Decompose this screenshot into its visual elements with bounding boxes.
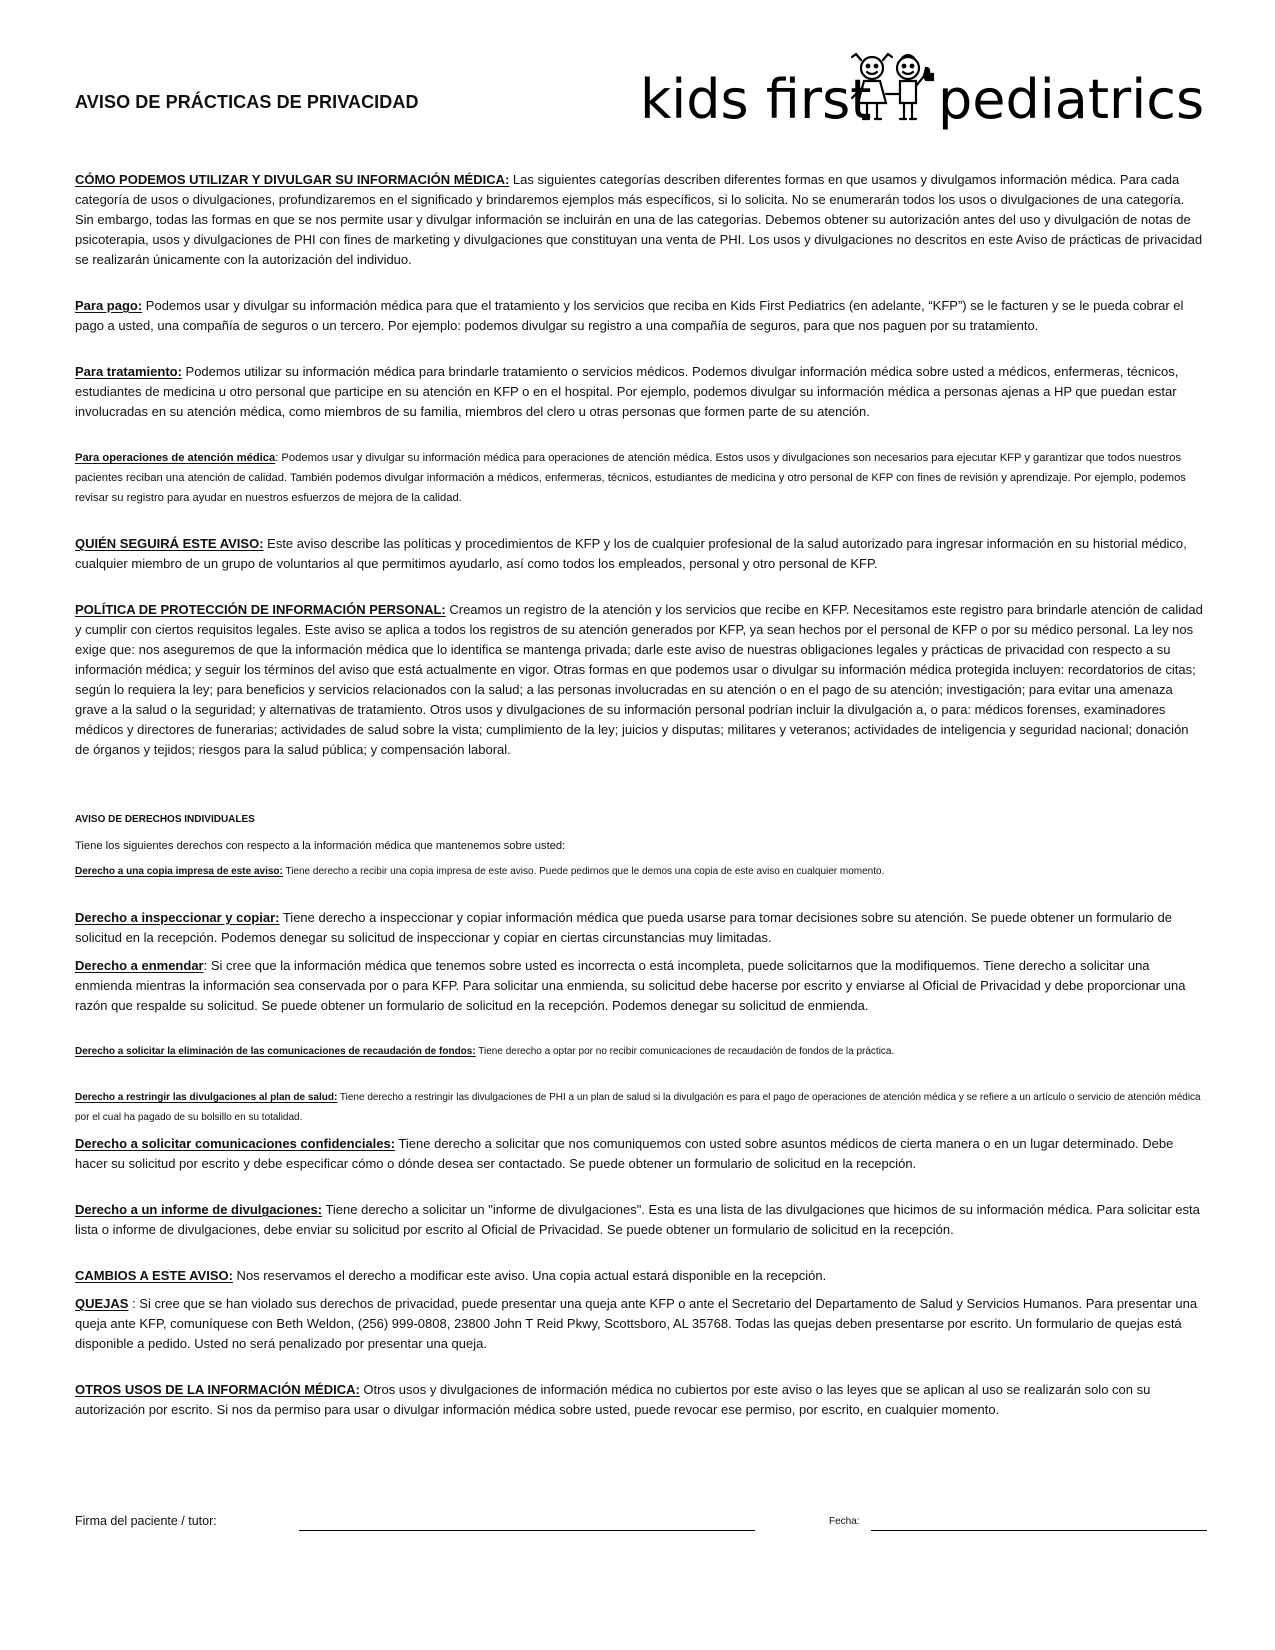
section-text: Podemos utilizar su información médica para brindarle tratamiento o servicios médicos. Podemos divulgar información médica sobre usted a médicos, enfermeras, técnicos, estudiantes de medicina u otro personal que participe en su atención en KFP o en el hospital. Por ejemplo, podemos divulgar su información médica a personas ajenas a HP que puedan estar involucradas en su atención médica, como miembros de su familia, miembros del clero u otras personas que formen parte de su atención. — [75, 364, 1179, 419]
section-lead: Derecho a solicitar comunicaciones confidenciales: — [75, 1136, 396, 1151]
section-lead: CAMBIOS A ESTE AVISO: — [75, 1268, 233, 1283]
section-quien-seguira — [75, 534, 1205, 574]
section-derecho-informe — [75, 1200, 1205, 1240]
section-lead: OTROS USOS DE LA INFORMACIÓN MÉDICA: — [75, 1382, 360, 1397]
section-lead: Derecho a solicitar la eliminación de las comunicaciones de recaudación de fondos: — [75, 1046, 476, 1057]
section-text: Las siguientes categorías describen diferentes formas en que usamos y divulgamos información médica. Para cada categoría de usos o divulgaciones, profundizaremos en el significado y brindaremos ejemplos más específicos, si lo solicita. No se enumerarán todos los usos o divulgaciones de una categoría. Sin embargo, todas las formas en que se nos permite usar y divulgar información se incluirán en una de las categorías. Debemos obtener su autorización antes del uso y divulgación de notas de psicoterapia, usos y divulgaciones de PHI con fines de marketing y divulgaciones que constituyan una venta de PHI. Los usos y divulgaciones no descritos en este Aviso de prácticas de privacidad se realizarán únicamente con la autorización del individuo. — [75, 172, 1203, 267]
section-lead: Derecho a restringir las divulgaciones al plan de salud: — [75, 1092, 338, 1103]
section-derecho-confidenciales — [75, 1134, 1205, 1174]
individual-rights-intro: Tiene los siguientes derechos con respecto a la información médica que mantenemos sobre usted: — [75, 840, 566, 852]
section-text: Tiene derecho a restringir las divulgaciones de PHI a un plan de salud si la divulgación es para el pago de operaciones de atención médica y se refiere a un artículo o servicio de atención médica por el cual ha pagado de su bolsillo en su totalidad. — [75, 1092, 1201, 1123]
section-lead: Para tratamiento: — [75, 364, 182, 379]
section-lead: Derecho a enmendar — [75, 958, 204, 973]
section-lead: Para pago: — [75, 298, 143, 313]
signature-label: Firma del paciente / tutor: — [75, 1514, 217, 1528]
signature-block — [75, 1512, 1205, 1542]
section-para-pago — [75, 296, 1205, 336]
signature-line[interactable] — [299, 1530, 755, 1531]
section-uso-divulgacion — [75, 170, 1205, 270]
individual-rights-heading: AVISO DE DERECHOS INDIVIDUALES — [75, 814, 255, 825]
section-text: : Si cree que se han violado sus derechos de privacidad, puede presentar una queja ante KFP o ante el Secretario del Departamento de Salud y Servicios Humanos. Para presentar una queja ante KFP, comuníquese con Beth Weldon, (256) 999-0808, 23800 John T Reid Pkwy, Scottsboro, AL 35768. Todas las quejas deben presentarse por escrito. Un formulario de quejas está disponible a pedido. Usted no será penalizado por presentar una queja. — [75, 1296, 1198, 1351]
section-quejas — [75, 1294, 1205, 1354]
section-text: Este aviso describe las políticas y procedimientos de KFP y los de cualquier profesional de la salud autorizado para ingresar información en su historial médico, cualquier miembro de un grupo de voluntarios al que permitimos ayudarlo, así como todos los empleados, personal y otro personal de KFP. — [75, 536, 1187, 571]
section-politica-proteccion — [75, 600, 1205, 760]
section-derecho-copia — [75, 862, 1205, 882]
section-text: Otros usos y divulgaciones de información médica no cubiertos por este aviso o las leyes que se aplican al uso se realizarán solo con su autorización por escrito. Si nos da permiso para usar o divulgar información médica sobre usted, puede revocar ese permiso, por escrito, en cualquier momento. — [75, 1382, 1151, 1417]
section-text: Tiene derecho a solicitar que nos comuniquemos con usted sobre asuntos médicos de cierta manera o en un lugar determinado. Debe hacer su solicitud por escrito y debe especificar cómo o dónde desea ser contactado. Se puede obtener un formulario de solicitud en la recepción. — [75, 1136, 1174, 1171]
notice-body — [75, 170, 1205, 1420]
section-text: : Si cree que la información médica que tenemos sobre usted es incorrecta o está incompleta, puede solicitarnos que la modifiquemos. Tiene derecho a solicitar una enmienda mientras la información sea conservada por o para KFP. Para solicitar una enmienda, su solicitud debe hacerse por escrito y enviarse al Oficial de Privacidad y debe proporcionar una razón que respalde su solicitud. Se puede obtener un formulario de solicitud en la recepción. Podemos denegar su solicitud de enmienda. — [75, 958, 1186, 1013]
section-para-operaciones — [75, 448, 1205, 508]
section-lead: QUEJAS — [75, 1296, 129, 1311]
date-line[interactable] — [871, 1530, 1207, 1531]
section-text: Tiene derecho a inspeccionar y copiar información médica que pueda usarse para tomar decisiones sobre su atención. Se puede obtener un formulario de solicitud en la recepción. Podemos denegar su solicitud de inspeccionar y copiar en ciertas circunstancias muy limitadas. — [75, 910, 1172, 945]
section-text: Creamos un registro de la atención y los servicios que recibe en KFP. Necesitamos este registro para brindarle atención de calidad y cumplir con ciertos requisitos legales. Este aviso se aplica a todos los registros de su atención generados por KFP, ya sean hechos por el personal de KFP o por su médico personal. La ley nos exige que: nos aseguremos de que la información médica que lo identifica se mantenga privada; darle este aviso de nuestras obligaciones legales y prácticas de privacidad con respecto a su información médica; y seguir los términos del aviso que está actualmente en vigor. Otras formas en que podemos usar o divulgar su información médica protegida incluyen: recordatorios de citas; según lo requiera la ley; para beneficios y servicios relacionados con la salud; a las personas involucradas en su atención o en el pago de su atención; investigación; para evitar una amenaza grave a la salud o la seguridad; y alternativas de tratamiento. Otros usos y divulgaciones de su información personal podrían incluir la divulgación a, o para: médicos forenses, examinadores médicos y directores de funerarias; actividades de salud sobre la vista; cumplimiento de la ley; juicios y disputas; militares y veteranos; actividades de inteligencia y seguridad nacional; donación de órganos y tejidos; riesgos para la salud pública; y compensación laboral. — [75, 602, 1203, 757]
date-label: Fecha: — [829, 1516, 860, 1527]
section-lead: QUIÉN SEGUIRÁ ESTE AVISO: — [75, 536, 264, 551]
logo-text-kids-first: kids first — [640, 68, 872, 131]
section-derecho-inspeccionar — [75, 908, 1205, 948]
section-lead: Derecho a inspeccionar y copiar: — [75, 910, 280, 925]
section-text: Nos reservamos el derecho a modificar este aviso. Una copia actual estará disponible en la recepción. — [232, 1268, 827, 1283]
section-text: Tiene derecho a solicitar un "informe de divulgaciones". Esta es una lista de las divulgaciones que hicimos de su información médica. Para solicitar esta lista o informe de divulgaciones, debe enviar su solicitud por escrito al Oficial de Privacidad. Se puede obtener un formulario de solicitud en la recepción. — [75, 1202, 1200, 1237]
section-text: : Podemos usar y divulgar su información médica para operaciones de atención médica. Estos usos y divulgaciones son necesarios para ejecutar KFP y garantizar que todos nuestros pacientes reciban una atención de calidad. También podemos divulgar información a médicos, enfermeras, técnicos, estudiantes de medicina y otro personal de KFP con fines de revisión y aprendizaje. Por ejemplo, podemos revisar su registro para ayudar en nuestros esfuerzos de mejora de la calidad. — [75, 452, 1186, 504]
section-para-tratamiento — [75, 362, 1205, 422]
section-lead: POLÍTICA DE PROTECCIÓN DE INFORMACIÓN PERSONAL: — [75, 602, 446, 617]
section-cambios-aviso — [75, 1266, 1205, 1286]
section-text: Tiene derecho a optar por no recibir comunicaciones de recaudación de fondos de la práctica. — [475, 1046, 895, 1057]
section-text: Tiene derecho a recibir una copia impresa de este aviso. Puede pedirnos que le demos una copia de este aviso en cualquier momento. — [282, 866, 885, 877]
section-lead: Derecho a un informe de divulgaciones: — [75, 1202, 323, 1217]
section-derecho-fondos — [75, 1042, 1205, 1062]
section-text: Podemos usar y divulgar su información médica para que el tratamiento y los servicios que reciba en Kids First Pediatrics (en adelante, “KFP”) se le facturen y se le pueda cobrar el pago a usted, una compañía de seguros o un tercero. Por ejemplo: podemos divulgar su registro a una compañía de seguros, para que nos paguen por su tratamiento. — [75, 298, 1184, 333]
section-lead: CÓMO PODEMOS UTILIZAR Y DIVULGAR SU INFORMACIÓN MÉDICA: — [75, 172, 510, 187]
logo-text-pediatrics: pediatrics — [938, 68, 1205, 131]
section-derecho-restringir — [75, 1088, 1205, 1128]
document-title: AVISO DE PRÁCTICAS DE PRIVACIDAD — [75, 92, 419, 112]
section-lead: Para operaciones de atención médica — [75, 452, 276, 464]
section-otros-usos — [75, 1380, 1205, 1420]
section-lead: Derecho a una copia impresa de este aviso: — [75, 866, 283, 877]
kids-first-pediatrics-logo — [640, 48, 1205, 138]
section-derecho-enmendar — [75, 956, 1205, 1016]
